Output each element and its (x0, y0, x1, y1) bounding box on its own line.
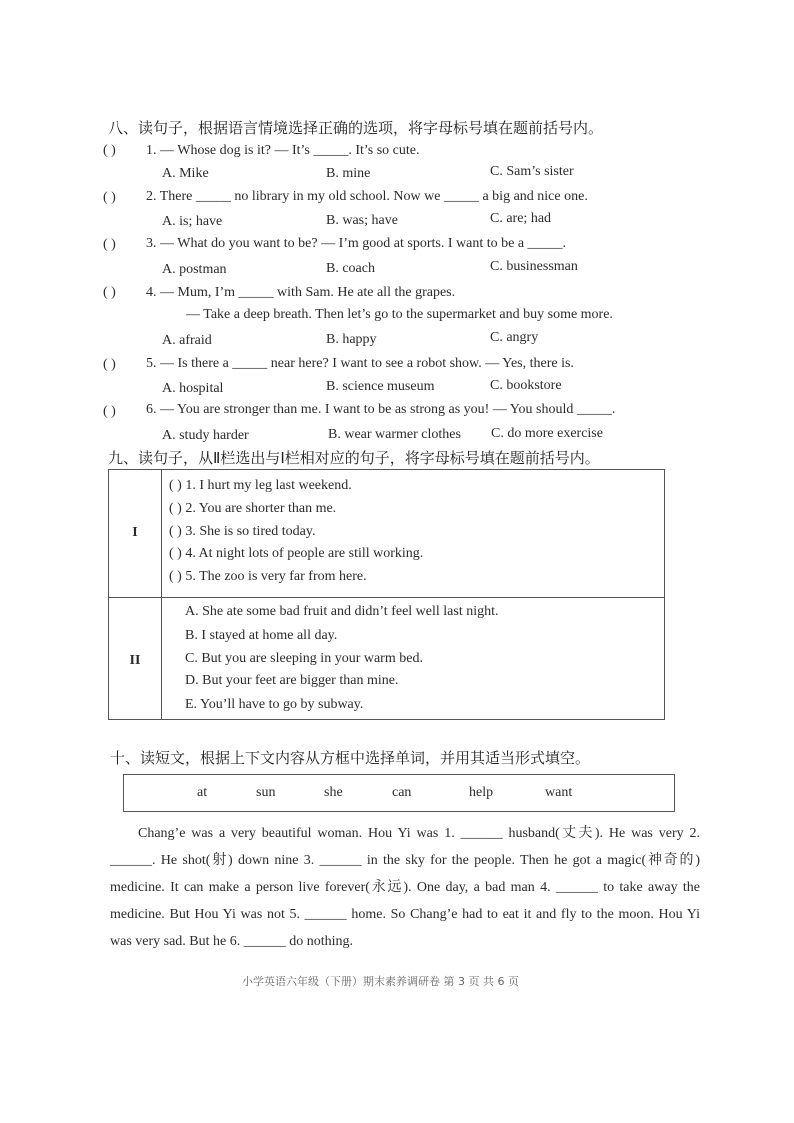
question-text: 2. There _____ no library in my old school. Now we _____ a big and nice one. (146, 189, 588, 204)
answer-bracket[interactable]: ( ) (103, 190, 116, 205)
option-a: A. Mike (162, 166, 209, 181)
answer-bracket[interactable]: ( ) (103, 357, 116, 372)
question-text: 6. — You are stronger than me. I want to be as strong as you! — You should _____. (146, 402, 616, 417)
match-option-a: A. She ate some bad fruit and didn’t feel well last night. (185, 604, 499, 619)
section9-heading: 九、读句子，从Ⅱ栏选出与Ⅰ栏相对应的句子，将字母标号填在题前括号内。 (108, 449, 600, 467)
question-text-continued: — Take a deep breath. Then let’s go to the supermarket and buy some more. (186, 307, 613, 322)
option-c: C. are; had (490, 211, 552, 226)
match-item-4[interactable]: ( ) 4. At night lots of people are still working. (169, 546, 424, 561)
option-a: A. study harder (162, 428, 249, 443)
option-a: A. hospital (162, 381, 224, 396)
answer-bracket[interactable]: ( ) (103, 404, 116, 419)
question-text: 5. — Is there a _____ near here? I want to see a robot show. — Yes, there is. (146, 356, 574, 371)
answer-bracket[interactable]: ( ) (103, 285, 116, 300)
word-bank-item: at (197, 785, 208, 800)
option-a: A. afraid (162, 333, 212, 348)
match-option-d: D. But your feet are bigger than mine. (185, 673, 399, 688)
word-bank (123, 774, 675, 812)
question-text: 3. — What do you want to be? — I’m good at sports. I want to be a _____. (146, 236, 567, 251)
table-divider-horizontal (109, 597, 664, 598)
option-c: C. do more exercise (491, 426, 603, 441)
option-b: B. coach (326, 261, 375, 276)
option-b: B. science museum (326, 379, 435, 394)
match-option-e: E. You’ll have to go by subway. (185, 697, 364, 712)
column-label-1: I (132, 525, 138, 540)
word-bank-item: want (545, 785, 573, 800)
question-text: 1. — Whose dog is it? — It’s _____. It’s so cute. (146, 143, 420, 158)
cloze-passage: Chang’e was a very beautiful woman. Hou Yi was 1. ______ husband(丈夫). He was very 2. ______. He shot(射) down nine 3. ______ in the sky for the people. Then he got a magic(神奇的) medicine. It can make a person live forever(永远). One day, a bad man 4. ______ to take away the medicine. But Hou Yi was not 5. ______ home. So Chang’e had to eat it and fly to the moon. Hou Yi was very sad. But he 6. ______ do nothing. (110, 826, 700, 949)
option-c: C. bookstore (490, 378, 562, 393)
match-option-c: C. But you are sleeping in your warm bed. (185, 651, 423, 666)
word-bank-item: can (392, 785, 412, 800)
option-c: C. angry (490, 330, 539, 345)
section10-heading: 十、读短文，根据上下文内容从方框中选择单词，并用其适当形式填空。 (110, 749, 591, 767)
table-divider-vertical (161, 470, 162, 719)
word-bank-item: sun (256, 785, 276, 800)
section8-heading: 八、读句子，根据语言情境选择正确的选项，将字母标号填在题前括号内。 (108, 119, 604, 137)
option-a: A. is; have (162, 214, 223, 229)
answer-bracket[interactable]: ( ) (103, 143, 116, 158)
answer-bracket[interactable]: ( ) (103, 237, 116, 252)
option-c: C. businessman (490, 259, 578, 274)
option-b: B. was; have (326, 213, 398, 228)
option-a: A. postman (162, 262, 227, 277)
match-item-5[interactable]: ( ) 5. The zoo is very far from here. (169, 569, 367, 584)
match-option-b: B. I stayed at home all day. (185, 628, 338, 643)
match-item-2[interactable]: ( ) 2. You are shorter than me. (169, 501, 337, 516)
option-b: B. happy (326, 332, 377, 347)
matching-table (108, 469, 665, 720)
option-c: C. Sam’s sister (490, 164, 574, 179)
page-footer: 小学英语六年级（下册）期末素养调研卷 第 3 页 共 6 页 (242, 975, 519, 988)
match-item-3[interactable]: ( ) 3. She is so tired today. (169, 524, 316, 539)
match-item-1[interactable]: ( ) 1. I hurt my leg last weekend. (169, 478, 352, 493)
word-bank-item: help (469, 785, 494, 800)
option-b: B. mine (326, 166, 371, 181)
question-text: 4. — Mum, I’m _____ with Sam. He ate all the grapes. (146, 285, 456, 300)
word-bank-item: she (324, 785, 343, 800)
option-b: B. wear warmer clothes (328, 427, 461, 442)
column-label-2: II (129, 653, 141, 668)
